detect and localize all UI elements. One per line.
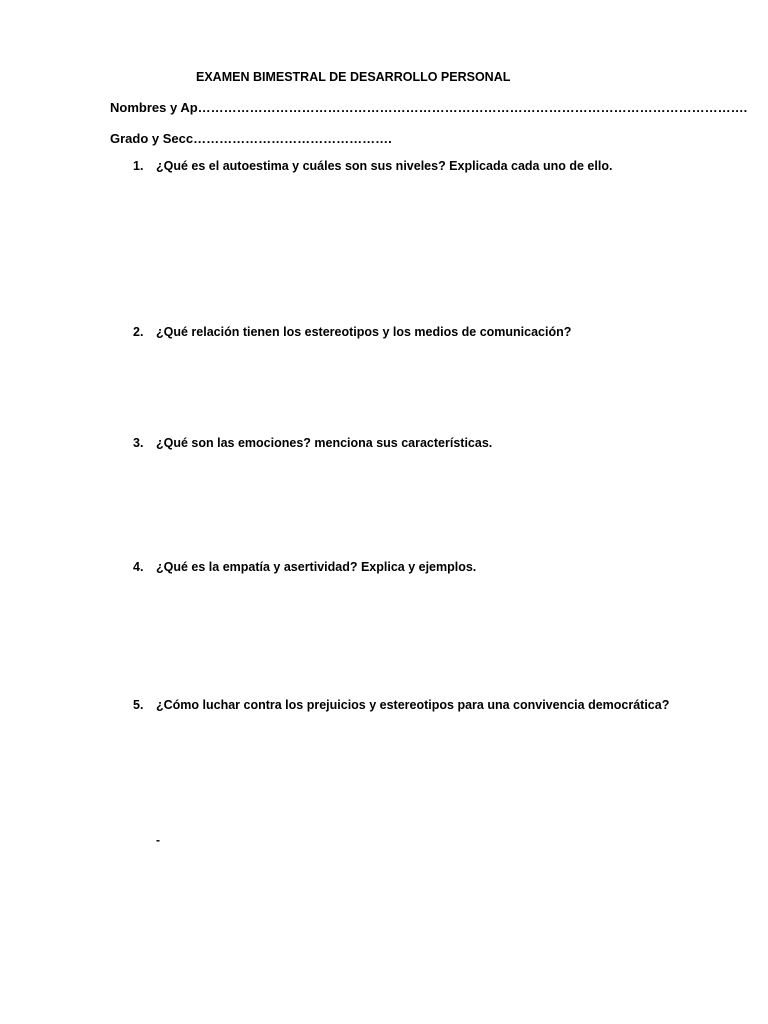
exam-title: EXAMEN BIMESTRAL DE DESARROLLO PERSONAL: [196, 70, 511, 84]
question-number: 3.: [133, 436, 144, 450]
question-number: 4.: [133, 560, 144, 574]
question-text: ¿Qué son las emociones? menciona sus características.: [156, 436, 493, 450]
question-2: [133, 325, 571, 339]
question-number: 5.: [133, 698, 144, 712]
question-1: [133, 159, 612, 173]
question-text: ¿Qué es la empatía y asertividad? Explica y ejemplos.: [156, 560, 477, 574]
names-field: Nombres y Ap……………………………………………………………………………………………………………….: [110, 100, 748, 115]
question-number: 1.: [133, 159, 144, 173]
question-text: ¿Qué es el autoestima y cuáles son sus niveles? Explicada cada uno de ello.: [156, 159, 613, 173]
question-3: [133, 436, 492, 450]
question-text: ¿Cómo luchar contra los prejuicios y estereotipos para una convivencia democrática?: [156, 698, 670, 712]
grade-section-field: Grado y Secc……………………………………….: [110, 131, 392, 146]
question-number: 2.: [133, 325, 144, 339]
question-5: [133, 698, 669, 712]
trailing-dash: -: [156, 833, 160, 847]
question-text: ¿Qué relación tienen los estereotipos y los medios de comunicación?: [156, 325, 572, 339]
question-4: [133, 560, 476, 574]
